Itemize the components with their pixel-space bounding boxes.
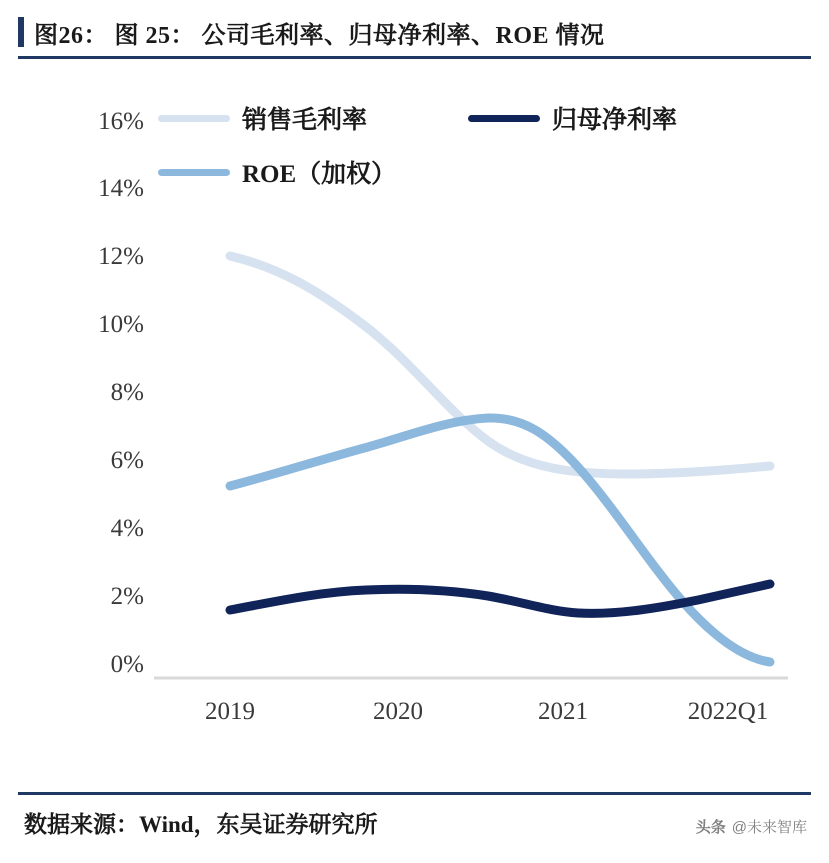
y-tick-label: 12% — [98, 243, 144, 270]
y-tick-label: 0% — [110, 651, 144, 678]
x-tick-label: 2020 — [373, 698, 423, 725]
legend-label-gross-margin: 销售毛利率 — [242, 107, 368, 134]
y-tick-label: 14% — [98, 175, 144, 202]
title-accent-bar — [18, 17, 24, 47]
x-tick-label: 2022Q1 — [687, 698, 769, 725]
legend-label-net-margin: 归母净利率 — [552, 107, 678, 134]
y-tick-label: 16% — [98, 108, 144, 135]
x-tick-label: 2019 — [205, 698, 255, 725]
page-title: 图26： 图 25： 公司毛利率、归母净利率、ROE 情况 — [34, 22, 605, 49]
source-note: 数据来源：Wind，东吴证券研究所 — [24, 812, 378, 837]
y-tick-label: 2% — [110, 583, 144, 610]
figure-title-bar — [18, 10, 811, 54]
watermark — [696, 816, 807, 837]
x-tick-label: 2021 — [538, 698, 588, 725]
y-tick-label: 10% — [98, 311, 144, 338]
top-divider — [18, 56, 811, 59]
series-line-gross-margin — [230, 256, 770, 474]
series-line-roe — [230, 418, 770, 662]
watermark-text: @未来智库 — [731, 819, 807, 836]
chart-container — [18, 62, 811, 782]
y-tick-label: 4% — [110, 515, 144, 542]
watermark-mark: 头条 — [695, 819, 726, 836]
y-tick-label: 6% — [110, 447, 144, 474]
y-tick-label: 8% — [110, 379, 144, 406]
legend-label-roe: ROE（加权） — [242, 161, 397, 188]
bottom-divider — [18, 792, 811, 795]
